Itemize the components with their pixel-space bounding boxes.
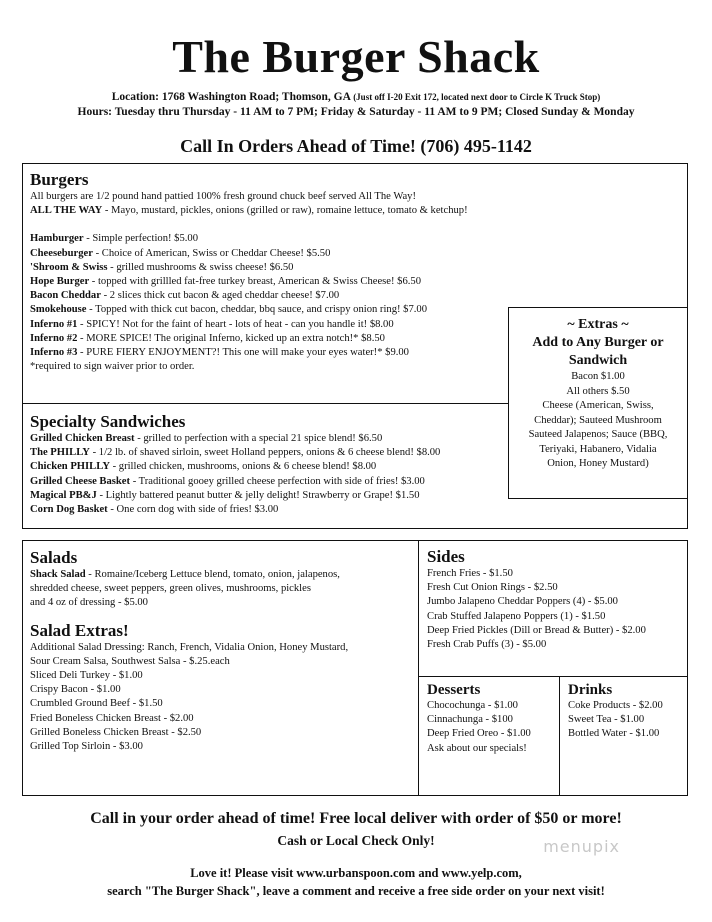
dessert-item: Ask about our specials! xyxy=(427,742,527,754)
call-in-phone: Call In Orders Ahead of Time! (706) 495-1142 xyxy=(180,136,532,156)
all-the-way-label: ALL THE WAY xyxy=(30,205,103,217)
column-divider xyxy=(559,676,560,796)
item-desc: - grilled to perfection with a special 21 spice blend! $6.50 xyxy=(134,433,383,444)
item-name: Cheeseburger xyxy=(30,247,93,259)
menu-item xyxy=(30,289,468,303)
salad-extra-line: Sour Cream Salsa, Southwest Salsa - $.25.each xyxy=(30,655,230,667)
review-notice: Love it! Please visit www.urbanspoon.com and www.yelp.com, xyxy=(190,866,522,880)
sides-title: Sides xyxy=(427,547,465,566)
extras-line: Teriyaki, Habanero, Vidalia xyxy=(539,443,657,455)
extras-line: Cheese (American, Swiss, xyxy=(542,400,654,411)
side-item: Fresh Crab Puffs (3) - $5.00 xyxy=(427,639,547,651)
item-desc: - grilled chicken, mushrooms, onions & 6 cheese blend! $8.00 xyxy=(109,461,377,473)
sandwiches-title: Specialty Sandwiches xyxy=(30,412,186,431)
extras-line: Onion, Honey Mustard) xyxy=(547,458,649,469)
item-desc: - Lightly battered peanut butter & jelly delight! Strawberry or Grape! $1.50 xyxy=(96,489,420,501)
extras-title: ~ Extras ~ xyxy=(567,317,629,332)
drink-item: Bottled Water - $1.00 xyxy=(568,728,660,740)
sandwiches-section xyxy=(30,412,440,517)
section-divider xyxy=(418,676,688,677)
column-divider xyxy=(418,540,419,796)
salad-extra-line: Fried Boneless Chicken Breast - $2.00 xyxy=(30,712,194,724)
menu-item xyxy=(30,568,348,582)
location-note: (Just off I-20 Exit 172, located next door to Circle K Truck Stop) xyxy=(353,92,601,102)
menu-item xyxy=(30,303,468,317)
burgers-section xyxy=(30,170,468,374)
menu-item xyxy=(30,232,468,246)
item-desc: - Choice of American, Swiss or Cheddar Cheese! $5.50 xyxy=(92,247,331,259)
item-desc: - MORE SPICE! The original Inferno, kicked up an extra notch!* $8.50 xyxy=(77,332,385,344)
item-name: Chicken PHILLY xyxy=(30,461,110,473)
location-line xyxy=(0,91,712,103)
menu-item xyxy=(30,275,468,289)
item-name: Magical PB&J xyxy=(30,489,97,501)
all-the-way-line xyxy=(30,204,468,218)
side-item: Crab Stuffed Jalapeno Poppers (1) - $1.50 xyxy=(427,610,606,622)
salad-extra-line: Sliced Deli Turkey - $1.00 xyxy=(30,670,143,682)
item-desc: - Romaine/Iceberg Lettuce blend, tomato, onion, jalapenos, xyxy=(85,569,340,580)
drinks-section xyxy=(568,682,663,742)
hours-label: Hours: xyxy=(77,106,113,118)
salad-extra-line: Grilled Boneless Chicken Breast - $2.50 xyxy=(30,726,202,738)
payment-notice: Cash or Local Check Only! xyxy=(277,833,435,848)
item-name: Inferno #2 xyxy=(30,332,78,344)
menu-item xyxy=(30,346,468,360)
item-desc: - 1/2 lb. of shaved sirloin, sweet Holland peppers, onions & 6 cheese blend! $8.00 xyxy=(89,447,441,459)
item-desc: - PURE FIERY ENJOYMENT?! This one will make your eyes water!* $9.00 xyxy=(77,347,409,359)
item-desc: - grilled mushrooms & swiss cheese! $6.50 xyxy=(107,261,294,273)
item-name: Hamburger xyxy=(30,233,84,245)
dessert-item: Deep Fried Oreo - $1.00 xyxy=(427,728,531,740)
item-name: Hope Burger xyxy=(30,276,90,288)
menu-item xyxy=(30,247,468,261)
item-desc: - Traditional gooey grilled cheese perfection with side of fries! $3.00 xyxy=(130,475,425,487)
item-desc: - Simple perfection! $5.00 xyxy=(83,233,199,245)
hours-text: Tuesday thru Thursday - 11 AM to 7 PM; Friday & Saturday - 11 AM to 9 PM; Closed Sunday & Monday xyxy=(114,106,635,118)
drinks-title: Drinks xyxy=(568,682,613,698)
item-name: Inferno #1 xyxy=(30,318,78,330)
all-the-way-text: - Mayo, mustard, pickles, onions (grilled or raw), romaine lettuce, tomato & ketchup! xyxy=(102,205,468,217)
item-name: Corn Dog Basket xyxy=(30,504,108,516)
menu-item xyxy=(30,261,468,275)
dessert-item: Cinnachunga - $100 xyxy=(427,714,513,726)
desserts-section xyxy=(427,682,531,756)
delivery-notice: Call in your order ahead of time! Free local deliver with order of $50 or more! xyxy=(90,810,622,827)
extras-line: Cheddar); Sauteed Mushroom xyxy=(534,414,662,426)
item-name: Grilled Cheese Basket xyxy=(30,475,131,487)
menu-item xyxy=(30,318,468,332)
side-item: Jumbo Jalapeno Cheddar Poppers (4) - $5.00 xyxy=(427,596,618,608)
waiver-note: *required to sign waiver prior to order. xyxy=(30,361,195,373)
desserts-title: Desserts xyxy=(427,682,481,698)
item-name: The PHILLY xyxy=(30,447,90,459)
item-desc: - One corn dog with side of fries! $3.00 xyxy=(107,504,279,516)
item-name: Bacon Cheddar xyxy=(30,290,101,302)
review-offer: search "The Burger Shack", leave a comment and receive a free side order on your next visit! xyxy=(107,884,605,898)
location-label: Location: xyxy=(111,91,159,103)
salad-extra-line: Crumbled Ground Beef - $1.50 xyxy=(30,698,163,710)
item-desc: - topped with grillled fat-free turkey breast, American & Swiss Cheese! $6.50 xyxy=(89,276,421,288)
item-desc-line: and 4 oz of dressing - $5.00 xyxy=(30,597,148,609)
menu-item xyxy=(30,460,440,474)
menu-item xyxy=(30,503,440,517)
extras-subtitle: Add to Any Burger or xyxy=(532,335,664,350)
salad-extra-line: Grilled Top Sirloin - $3.00 xyxy=(30,741,143,753)
item-name: Shack Salad xyxy=(30,569,86,580)
item-desc: - Topped with thick cut bacon, cheddar, bbq sauce, and crispy onion ring! $7.00 xyxy=(86,304,428,316)
item-name: Inferno #3 xyxy=(30,347,78,359)
side-item: French Fries - $1.50 xyxy=(427,568,513,579)
salad-extra-line: Crispy Bacon - $1.00 xyxy=(30,684,121,696)
extras-line: Bacon $1.00 xyxy=(571,371,625,382)
side-item: Deep Fried Pickles (Dill or Bread & Butter) - $2.00 xyxy=(427,624,646,636)
sides-section xyxy=(427,547,646,652)
salad-extra-line: Additional Salad Dressing: Ranch, French, Vidalia Onion, Honey Mustard, xyxy=(30,641,349,653)
salads-title: Salads xyxy=(30,548,78,567)
restaurant-title: The Burger Shack xyxy=(172,31,540,82)
extras-line: All others $.50 xyxy=(566,385,630,397)
menu-item xyxy=(30,446,440,460)
menu-item xyxy=(30,432,440,446)
menupix-watermark: menupix xyxy=(543,837,620,856)
drink-item: Sweet Tea - $1.00 xyxy=(568,714,645,726)
item-desc: - 2 slices thick cut bacon & aged cheddar cheese! $7.00 xyxy=(100,290,340,302)
drink-item: Coke Products - $2.00 xyxy=(568,700,663,711)
dessert-item: Chocochunga - $1.00 xyxy=(427,700,518,711)
hours-line xyxy=(0,106,712,118)
salad-extras-title: Salad Extras! xyxy=(30,620,129,640)
item-desc-line: shredded cheese, sweet peppers, green olives, mushrooms, pickles xyxy=(30,583,311,595)
salads-section xyxy=(30,548,348,754)
burgers-title: Burgers xyxy=(30,170,89,189)
side-item: Fresh Cut Onion Rings - $2.50 xyxy=(427,582,558,594)
extras-line: Sauteed Jalapenos; Sauce (BBQ, xyxy=(528,429,668,440)
menu-item xyxy=(30,489,440,503)
section-divider xyxy=(22,403,509,404)
menu-item xyxy=(30,475,440,489)
item-name: Smokehouse xyxy=(30,304,87,316)
menu-item xyxy=(30,332,468,346)
extras-section xyxy=(510,316,686,472)
extras-subtitle: Sandwich xyxy=(568,353,628,368)
item-name: 'Shroom & Swiss xyxy=(30,261,108,273)
burgers-intro: All burgers are 1/2 pound hand pattied 100% fresh ground chuck beef served All The Way! xyxy=(30,191,417,202)
location-address: 1768 Washington Road; Thomson, GA xyxy=(161,91,351,103)
item-name: Grilled Chicken Breast xyxy=(30,433,135,444)
item-desc: - SPICY! Not for the faint of heart - lots of heat - can you handle it! $8.00 xyxy=(77,318,394,330)
